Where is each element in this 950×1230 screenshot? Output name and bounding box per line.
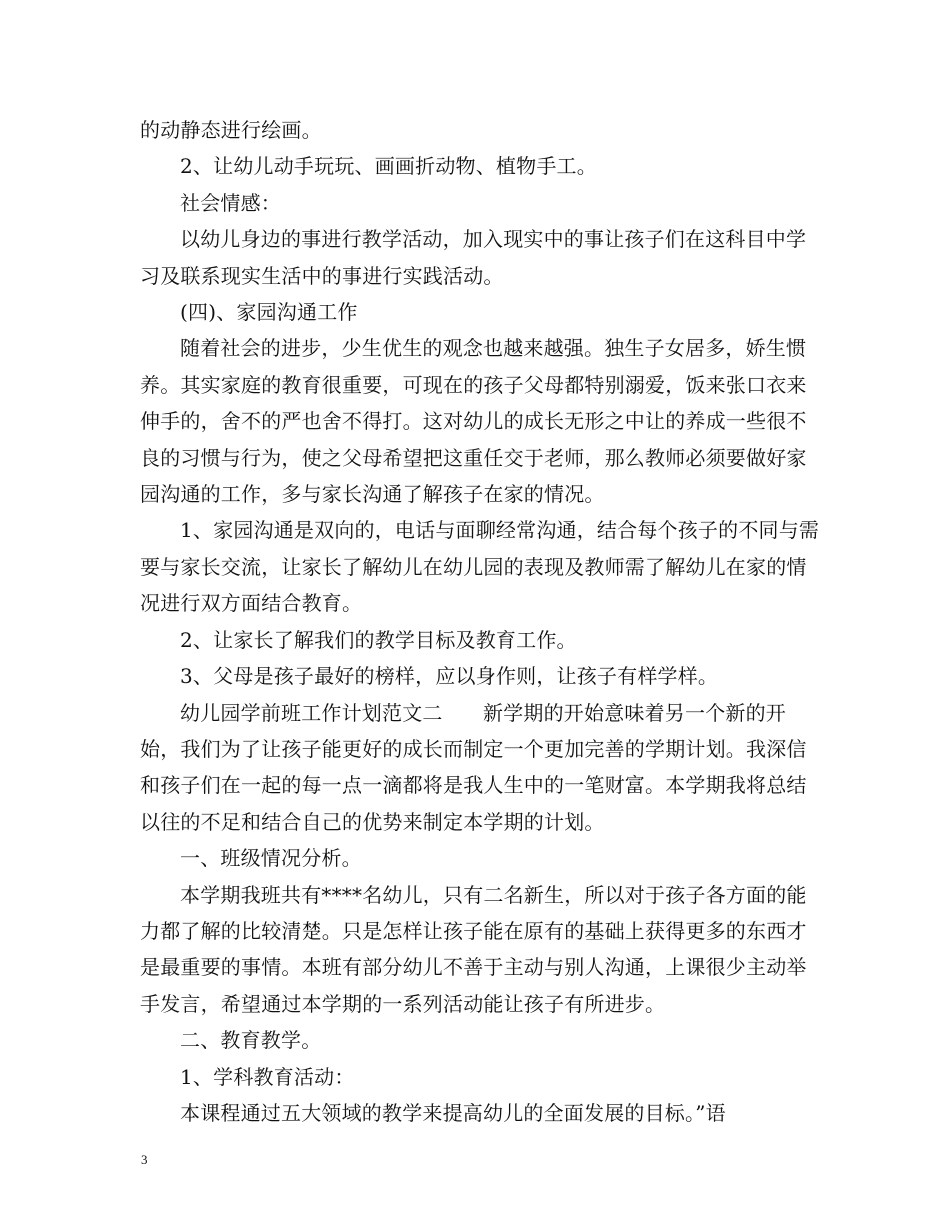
paragraph: 随着社会的进步，少生优生的观念也越来越强。独生子女居多，娇生惯养。其实家庭的教育很重要，可现在的孩子父母都特别溺爱，饭来张口衣来伸手的，舍不的严也舍不得打。这对幼儿的成长无形之中让的养成一些很不良的习惯与行为，使之父母希望把这重任交于老师，那么教师必须要做好家园沟通的工作，多与家长沟通了解孩子在家的情况。 [140,336,807,507]
paragraph: (四)、家园沟通工作 [180,300,358,325]
paragraph: 1、学科教育活动： [180,1064,355,1089]
paragraph: 1、家园沟通是双向的，电话与面聊经常沟通，结合每个孩子的不同与需要与家长交流，让家长了解幼儿在幼儿园的表现及教师需了解幼儿在家的情况进行双方面结合教育。 [140,518,820,616]
paragraph: 本学期我班共有****名幼儿，只有二名新生，所以对于孩子各方面的能力都了解的比较清楚。只是怎样让孩子能在原有的基础上获得更多的东西才是最重要的事情。本班有部分幼儿不善于主动与别人沟通，上课很少主动举手发言，希望通过本学期的一系列活动能让孩子有所进步。 [140,882,807,1016]
document-body [140,112,820,1131]
page-number: 3 [141,1152,148,1167]
paragraph: 3、父母是孩子最好的榜样，应以身作则，让孩子有样学样。 [180,664,719,689]
paragraph: 一、班级情况分析。 [180,846,362,871]
paragraph: 2、让家长了解我们的教学目标及教育工作。 [180,627,577,652]
paragraph: 本课程通过五大领域的教学来提高幼儿的全面发展的目标。”语 [180,1100,726,1125]
paragraph: 2、让幼儿动手玩玩、画画折动物、植物手工。 [180,154,597,179]
paragraph: 二、教育教学。 [180,1028,322,1053]
paragraph: 以幼儿身边的事进行教学活动，加入现实中的事让孩子们在这科目中学习及联系现实生活中的事进行实践活动。 [140,227,807,288]
paragraph: 社会情感： [180,190,281,215]
paragraph: 的动静态进行绘画。 [140,118,322,142]
paragraph: 幼儿园学前班工作计划范文二 新学期的开始意味着另一个新的开始，我们为了让孩子能更好的成长而制定一个更加完善的学期计划。我深信和孩子们在一起的每一点一滴都将是我人生中的一笔财富。本学期我将总结以往的不足和结合自己的优势来制定本学期的计划。 [140,700,807,834]
